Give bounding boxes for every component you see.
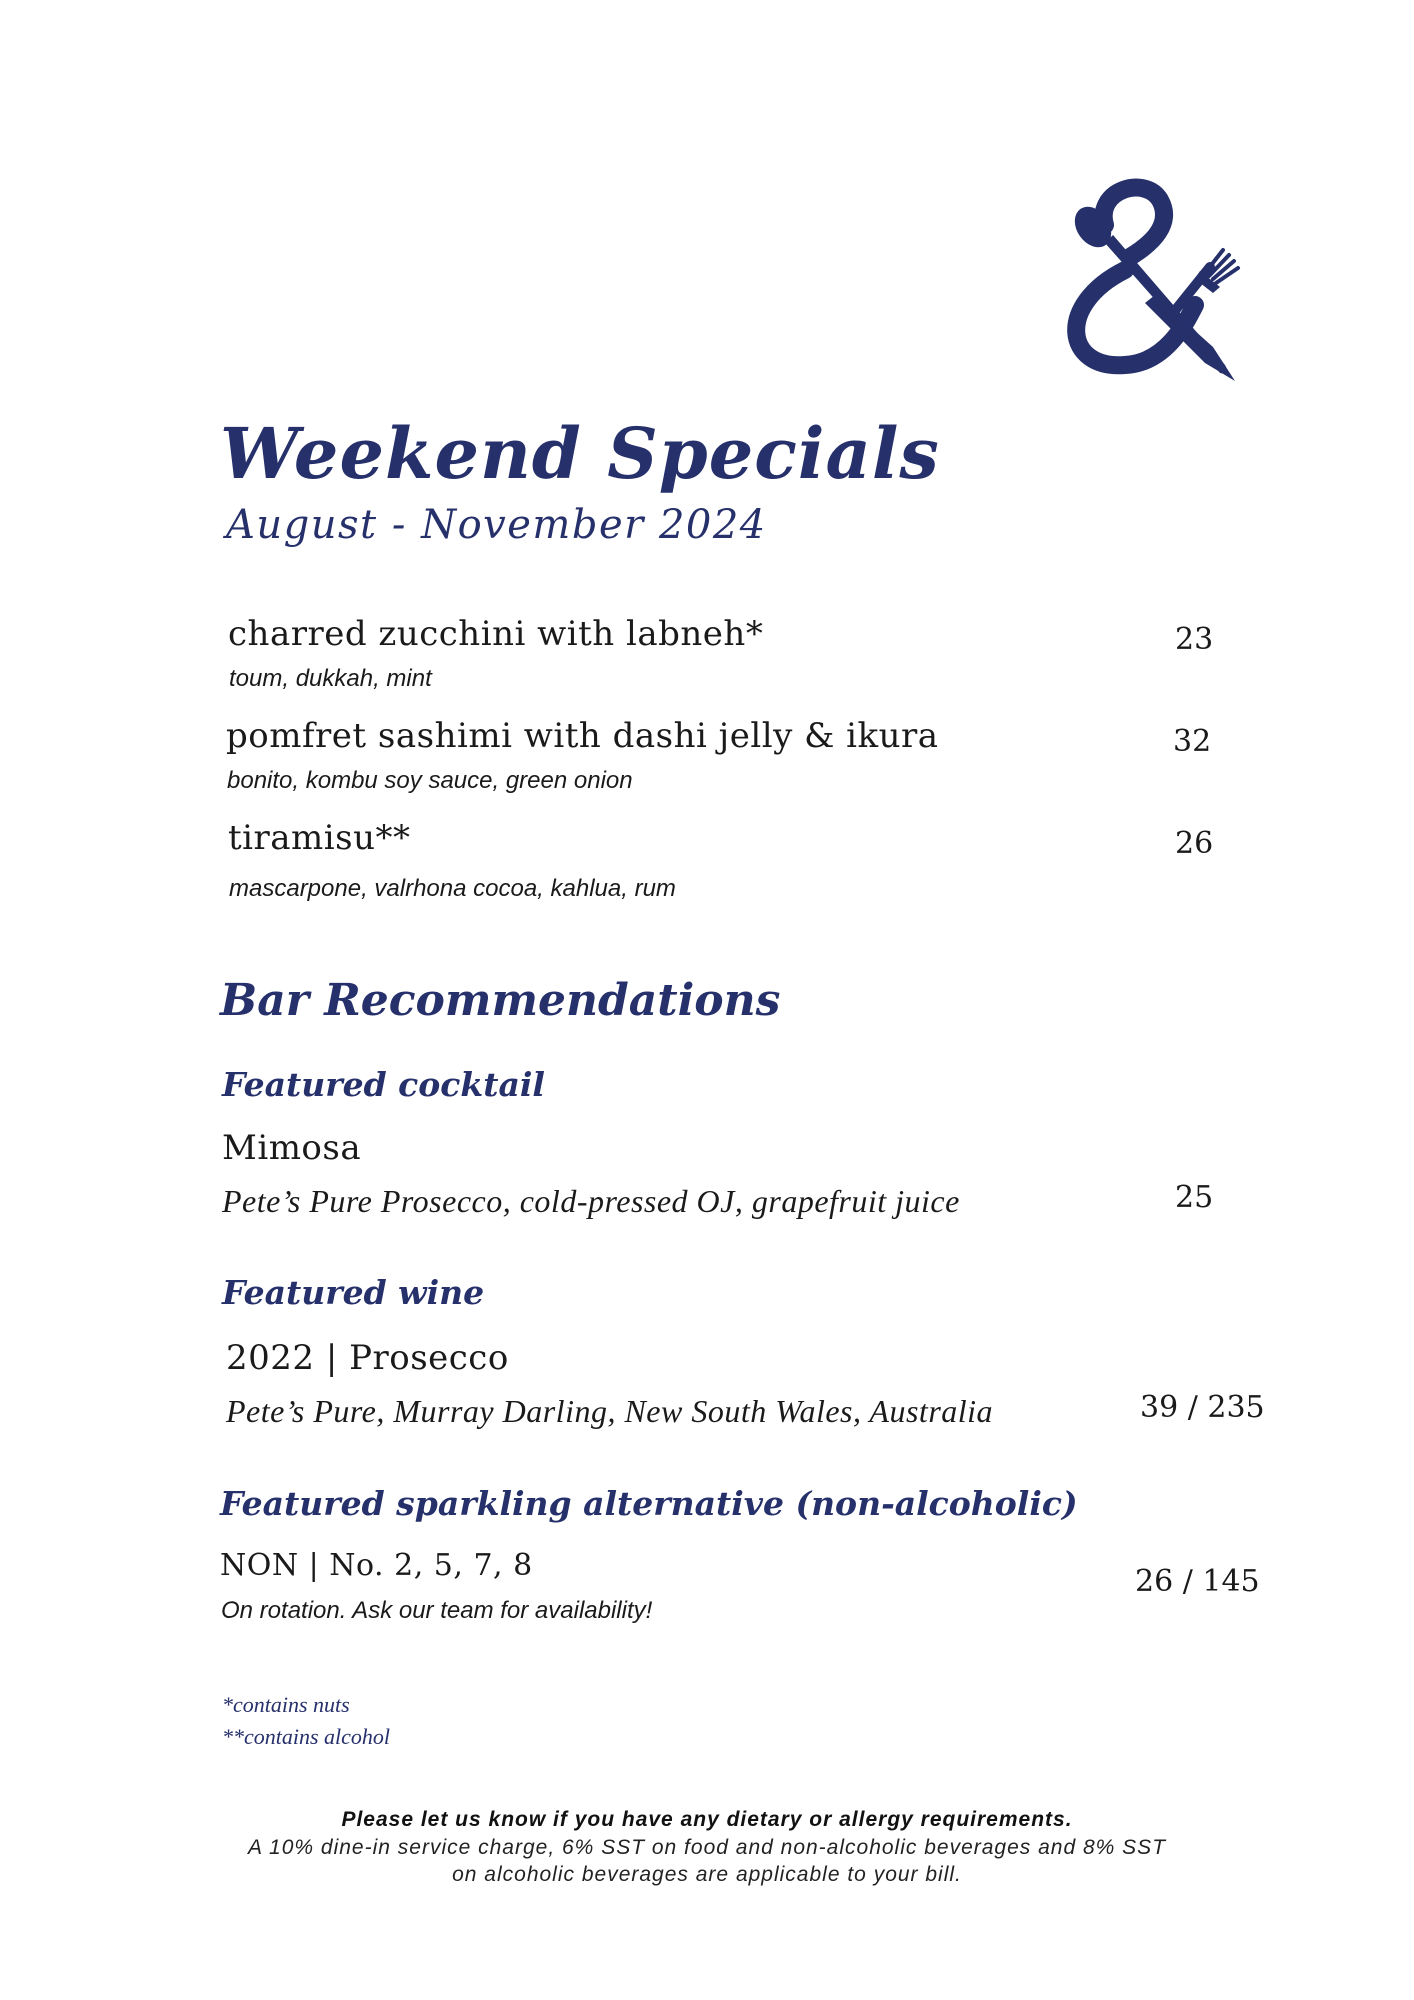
service-charge-notice: A 10% dine-in service charge, 6% SST on food and non-alcoholic beverages and 8% SST xyxy=(247,1836,1167,1859)
service-charge-notice-continued: on alcoholic beverages are applicable to your bill. xyxy=(452,1863,962,1886)
featured-sparkling-heading: Featured sparkling alternative (non-alcoholic) xyxy=(220,1484,1078,1523)
special-name: tiramisu** xyxy=(228,818,411,858)
special-description: toum, dukkah, mint xyxy=(229,665,432,692)
page-title: Weekend Specials xyxy=(220,412,940,495)
sparkling-name: NON | No. 2, 5, 7, 8 xyxy=(220,1548,533,1583)
ampersand-cutlery-logo-icon xyxy=(1045,175,1245,385)
special-name: charred zucchini with labneh* xyxy=(228,614,764,654)
special-description: mascarpone, valrhona cocoa, kahlua, rum xyxy=(229,875,676,902)
wine-price: 39 / 235 xyxy=(1140,1390,1265,1425)
dietary-notice: Please let us know if you have any dietary or allergy requirements. xyxy=(341,1808,1073,1831)
wine-name: 2022 | Prosecco xyxy=(226,1338,509,1378)
sparkling-description: On rotation. Ask our team for availability! xyxy=(221,1597,653,1624)
cocktail-price: 25 xyxy=(1175,1180,1214,1215)
wine-description: Pete’s Pure, Murray Darling, New South Wales, Australia xyxy=(226,1393,994,1429)
bar-recommendations-heading: Bar Recommendations xyxy=(220,975,781,1026)
special-price: 32 xyxy=(1173,724,1212,759)
alcohol-note: **contains alcohol xyxy=(222,1724,391,1749)
sparkling-price: 26 / 145 xyxy=(1135,1564,1260,1599)
special-description: bonito, kombu soy sauce, green onion xyxy=(227,767,633,794)
cocktail-name: Mimosa xyxy=(222,1128,362,1168)
special-name: pomfret sashimi with dashi jelly & ikura xyxy=(226,716,939,756)
special-price: 23 xyxy=(1175,622,1214,657)
page-subtitle: August - November 2024 xyxy=(226,502,767,548)
featured-wine-heading: Featured wine xyxy=(222,1273,485,1312)
cocktail-description: Pete’s Pure Prosecco, cold-pressed OJ, grapefruit juice xyxy=(222,1183,960,1219)
nuts-note: *contains nuts xyxy=(222,1692,350,1717)
featured-cocktail-heading: Featured cocktail xyxy=(222,1065,545,1104)
special-price: 26 xyxy=(1175,826,1214,861)
